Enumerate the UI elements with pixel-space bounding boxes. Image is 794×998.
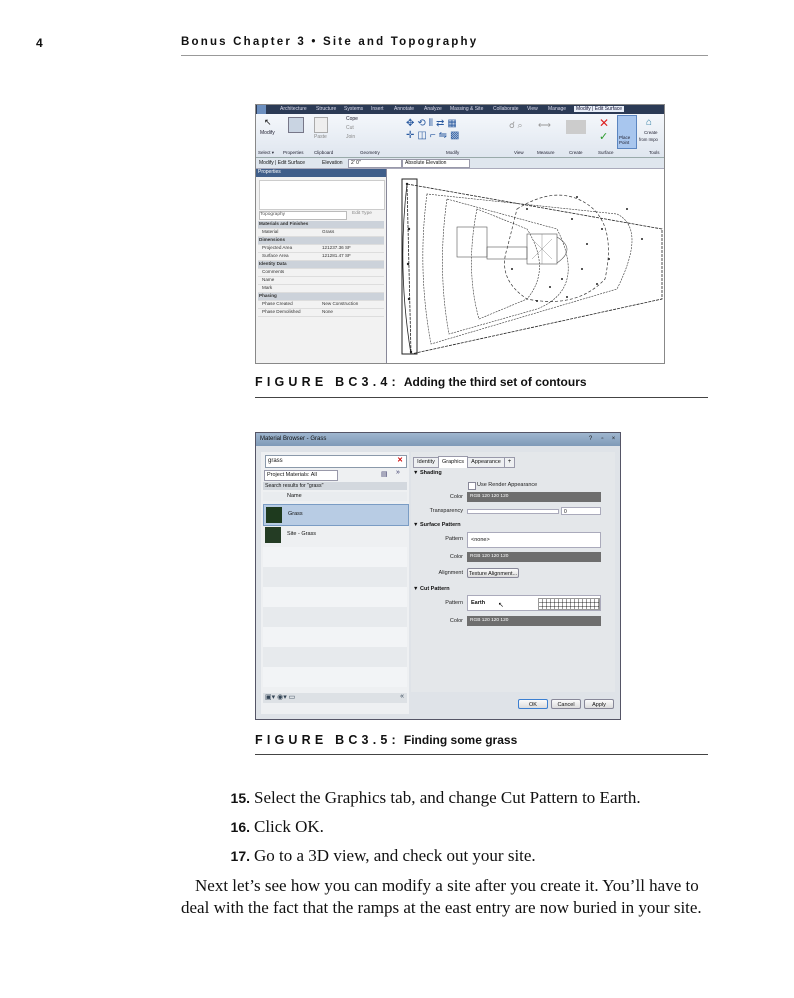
use-render-checkbox[interactable] bbox=[468, 482, 476, 490]
cancel-button[interactable]: Cancel bbox=[551, 699, 581, 709]
finish-edit-icon[interactable]: ✓ bbox=[599, 131, 609, 143]
site-grass-swatch-icon bbox=[265, 527, 281, 543]
transparency-label: Transparency bbox=[429, 508, 463, 514]
property-section[interactable] bbox=[258, 237, 384, 245]
tab-appearance[interactable]: Appearance bbox=[467, 457, 505, 468]
page-number: 4 bbox=[36, 36, 43, 50]
tab-massing-site[interactable]: Massing & Site bbox=[450, 106, 484, 112]
figure-caption-bc3-5 bbox=[255, 733, 517, 747]
material-list-pane bbox=[261, 452, 409, 714]
grass-swatch-icon bbox=[266, 507, 282, 523]
property-key: Material bbox=[262, 229, 279, 234]
collapse-icon[interactable]: » bbox=[396, 469, 400, 476]
step-text: Click OK. bbox=[254, 817, 324, 836]
property-row[interactable] bbox=[258, 253, 384, 261]
tab-graphics[interactable]: Graphics bbox=[438, 456, 468, 468]
clear-search-icon[interactable]: ✕ bbox=[397, 457, 403, 464]
caption-rule bbox=[255, 754, 708, 755]
figure-caption-bc3-4 bbox=[255, 375, 587, 389]
paste-button[interactable]: Paste bbox=[314, 134, 327, 140]
paste-icon[interactable] bbox=[314, 117, 328, 133]
place-point-button[interactable]: Place Point bbox=[619, 135, 631, 145]
material-name: Grass bbox=[288, 511, 303, 517]
property-key: Dimensions bbox=[259, 237, 286, 242]
transparency-slider[interactable] bbox=[467, 509, 559, 514]
surface-pattern-header[interactable]: ▼ Surface Pattern bbox=[413, 522, 461, 528]
library-filter-select[interactable]: Project Materials: All bbox=[264, 470, 338, 481]
panel-icon[interactable]: ▭ bbox=[288, 694, 296, 701]
cope-button[interactable]: Cope bbox=[346, 116, 358, 122]
elevation-input[interactable]: 2' 0" bbox=[348, 159, 402, 168]
ok-button[interactable]: OK bbox=[518, 699, 548, 709]
view-options-icon[interactable]: ▤ bbox=[381, 471, 388, 478]
property-value[interactable]: Grass bbox=[322, 229, 335, 234]
close-icon[interactable]: × bbox=[611, 436, 616, 442]
context-label: Modify | Edit Surface bbox=[259, 160, 306, 166]
property-key: Comments bbox=[262, 269, 285, 274]
view-icons[interactable]: ☌ ⌕ bbox=[509, 120, 523, 130]
property-row[interactable] bbox=[258, 285, 384, 293]
property-key: Phase Created bbox=[262, 301, 293, 306]
property-section[interactable] bbox=[258, 293, 384, 301]
maximize-icon[interactable]: ▫ bbox=[601, 436, 604, 442]
window-title: Material Browser - Grass bbox=[260, 436, 327, 442]
figure-material-browser bbox=[255, 432, 621, 720]
caption-text: Finding some grass bbox=[403, 733, 518, 747]
add-asset-button[interactable]: + bbox=[504, 457, 515, 468]
tab-identity[interactable]: Identity bbox=[413, 457, 439, 468]
property-row[interactable] bbox=[258, 301, 384, 309]
tab-annotate[interactable]: Annotate bbox=[394, 106, 415, 112]
body-paragraph: Next let’s see how you can modify a site after you create it. You’ll have to deal with the fact that the ramps at the east entry are now buried in your site. bbox=[181, 876, 702, 917]
modify-button[interactable]: Modify bbox=[260, 130, 275, 136]
step-17 bbox=[230, 846, 536, 866]
property-section[interactable] bbox=[258, 261, 384, 269]
property-key: Surface Area bbox=[262, 253, 289, 258]
material-row-grass[interactable] bbox=[263, 504, 409, 526]
tab-analyze[interactable]: Analyze bbox=[424, 106, 442, 112]
elevation-mode-select[interactable]: Absolute Elevation bbox=[402, 159, 470, 168]
cursor-icon: ↖ bbox=[264, 117, 272, 127]
library-icon[interactable]: ◉▾ bbox=[277, 694, 287, 701]
material-name: Site - Grass bbox=[287, 531, 317, 537]
properties-palette bbox=[256, 169, 387, 363]
create-from-import-label[interactable]: Create bbox=[644, 130, 658, 135]
material-row-site-grass[interactable] bbox=[263, 525, 407, 545]
step-number: 17. bbox=[230, 848, 250, 864]
surface-pattern-label: Pattern bbox=[445, 536, 463, 542]
cut-pattern-label: Pattern bbox=[445, 600, 463, 606]
join-button[interactable]: Join bbox=[346, 134, 356, 140]
step-16 bbox=[230, 817, 324, 837]
caption-text: Adding the third set of contours bbox=[403, 375, 587, 389]
cut-color-label: Color bbox=[449, 618, 463, 624]
tab-modify-edit-surface[interactable]: Modify | Edit Surface bbox=[576, 106, 623, 112]
property-key: Identity Data bbox=[259, 261, 287, 266]
property-value[interactable]: 121281.47 SF bbox=[322, 253, 351, 258]
ribbon-tab-bar bbox=[256, 105, 664, 114]
cut-button[interactable]: Cut bbox=[346, 125, 354, 131]
search-value: grass bbox=[268, 458, 283, 464]
property-key: Name bbox=[262, 277, 275, 282]
transparency-value[interactable]: 0 bbox=[561, 507, 601, 515]
type-preview bbox=[259, 180, 385, 210]
apply-button[interactable]: Apply bbox=[584, 699, 614, 709]
property-row[interactable] bbox=[258, 277, 384, 285]
property-key: Projected Area bbox=[262, 245, 293, 250]
from-import-label: from Impo bbox=[639, 137, 658, 142]
panel-modify: Modify bbox=[446, 150, 460, 155]
earth-pattern-preview bbox=[538, 598, 600, 610]
running-head: Bonus Chapter 3 • Site and Topography bbox=[181, 36, 479, 48]
caption-rule bbox=[255, 397, 708, 398]
properties-title: Properties bbox=[256, 169, 386, 177]
step-text: Select the Graphics tab, and change Cut Pattern to Earth. bbox=[254, 788, 641, 807]
cut-pattern-value: Earth bbox=[471, 600, 486, 606]
tab-collaborate[interactable]: Collaborate bbox=[493, 106, 519, 112]
cut-pattern-header[interactable]: ▼ Cut Pattern bbox=[413, 586, 450, 592]
use-render-label: Use Render Appearance bbox=[477, 482, 538, 488]
panel-properties: Properties bbox=[283, 150, 304, 155]
search-input[interactable] bbox=[265, 455, 407, 468]
panel-measure: Measure bbox=[537, 150, 555, 155]
tab-insert[interactable]: Insert bbox=[371, 106, 384, 112]
step-number: 15. bbox=[230, 790, 250, 806]
tab-view[interactable]: View bbox=[527, 106, 538, 112]
panel-clipboard: Clipboard bbox=[314, 150, 334, 155]
property-section[interactable] bbox=[258, 221, 384, 229]
step-15 bbox=[230, 788, 641, 808]
shading-color-swatch[interactable]: RGB 120 120 120 bbox=[467, 492, 601, 502]
step-number: 16. bbox=[230, 819, 250, 835]
folder-icon[interactable]: ▣▾ bbox=[265, 694, 276, 701]
property-row[interactable] bbox=[258, 229, 384, 237]
type-selector[interactable]: Topography bbox=[259, 211, 347, 220]
step-text: Go to a 3D view, and check out your site. bbox=[254, 846, 536, 865]
tab-systems[interactable]: Systems bbox=[344, 106, 364, 112]
edit-type-button[interactable]: Edit Type bbox=[352, 211, 372, 216]
property-row[interactable] bbox=[258, 269, 384, 277]
panel-tools: Tools bbox=[649, 150, 660, 155]
name-column-header[interactable]: Name bbox=[263, 492, 407, 501]
topography-drawing bbox=[387, 169, 664, 363]
graphics-pane bbox=[411, 452, 615, 692]
panel-create: Create bbox=[569, 150, 583, 155]
tab-structure[interactable]: Structure bbox=[316, 106, 337, 112]
panel-surface: Surface bbox=[598, 150, 614, 155]
tab-architecture[interactable]: Architecture bbox=[280, 106, 307, 112]
property-row[interactable] bbox=[258, 309, 384, 317]
property-row[interactable] bbox=[258, 245, 384, 253]
texture-alignment-button[interactable]: Texture Alignment... bbox=[467, 568, 519, 578]
property-key: Phasing bbox=[259, 293, 277, 298]
caption-label: FIGURE BC3.5: bbox=[255, 733, 400, 747]
figure-revit-screenshot bbox=[255, 104, 665, 364]
property-value[interactable]: New Construction bbox=[322, 301, 359, 306]
mouse-cursor-icon: ↖ bbox=[498, 602, 504, 609]
cut-pattern-field[interactable] bbox=[467, 595, 601, 611]
panel-geometry: Geometry bbox=[360, 150, 380, 155]
cancel-edit-icon[interactable]: ✕ bbox=[599, 116, 610, 130]
app-menu-icon[interactable] bbox=[257, 105, 266, 114]
window-titlebar bbox=[256, 433, 620, 446]
expand-icon[interactable]: « bbox=[400, 693, 404, 700]
results-header: Search results for "grass" bbox=[263, 482, 407, 490]
help-icon[interactable]: ? bbox=[588, 436, 593, 442]
surface-pattern-field[interactable]: <none> bbox=[467, 532, 601, 548]
property-value[interactable]: 121237.36 SF bbox=[322, 245, 351, 250]
measure-icon[interactable]: ⟷ bbox=[538, 120, 551, 130]
modify-tools-icons[interactable]: ✥⟲⫴⇄▦ bbox=[406, 118, 460, 129]
create-from-import-icon[interactable]: ⌂ bbox=[646, 117, 653, 128]
panel-select[interactable]: Select ▾ bbox=[258, 150, 275, 155]
shading-header[interactable]: ▼ Shading bbox=[413, 470, 442, 476]
elevation-label: Elevation bbox=[322, 160, 343, 166]
modify-tools-icons-row2[interactable]: ✛◫⌐⇋▩ bbox=[406, 130, 463, 141]
panel-view: View bbox=[514, 150, 524, 155]
drawing-area[interactable] bbox=[387, 169, 664, 363]
caption-label: FIGURE BC3.4: bbox=[255, 375, 400, 389]
alignment-label: Alignment bbox=[438, 570, 463, 576]
surface-color-label: Color bbox=[449, 554, 463, 560]
ribbon bbox=[256, 114, 664, 158]
shading-color-label: Color bbox=[449, 494, 463, 500]
tab-manage[interactable]: Manage bbox=[548, 106, 567, 112]
property-key: Phase Demolished bbox=[262, 309, 301, 314]
property-key: Mark bbox=[262, 285, 273, 290]
property-value[interactable]: None bbox=[322, 309, 333, 314]
property-key: Materials and Finishes bbox=[259, 221, 309, 226]
cut-color-swatch[interactable]: RGB 120 120 120 bbox=[467, 616, 601, 626]
properties-icon[interactable] bbox=[288, 117, 304, 133]
header-rule bbox=[181, 55, 708, 56]
surface-color-swatch[interactable]: RGB 120 120 120 bbox=[467, 552, 601, 562]
empty-list-area bbox=[263, 547, 407, 687]
create-icon[interactable] bbox=[566, 120, 586, 134]
list-toolbar bbox=[263, 693, 407, 703]
options-bar bbox=[256, 158, 664, 169]
